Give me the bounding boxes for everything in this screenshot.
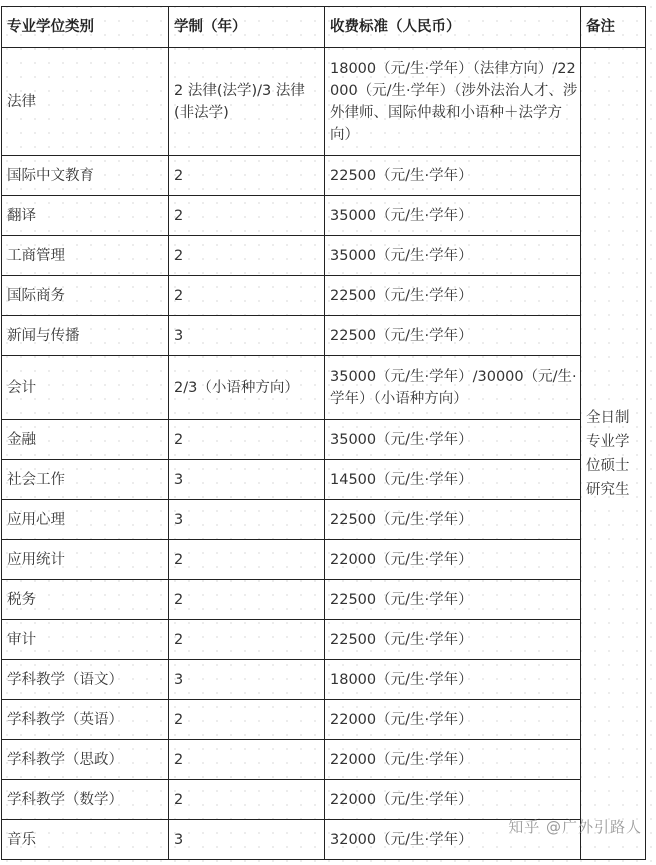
note-cell: 全日制专业学位硕士研究生 bbox=[581, 48, 646, 860]
header-note: 备注 bbox=[581, 7, 646, 48]
cell-duration: 2 bbox=[169, 740, 325, 780]
cell-category: 审计 bbox=[2, 620, 169, 660]
table-row bbox=[2, 500, 646, 540]
cell-category: 学科教学（思政） bbox=[2, 740, 169, 780]
header-fee: 收费标准（人民币） bbox=[325, 7, 581, 48]
cell-fee: 35000（元/生·学年） bbox=[325, 196, 581, 236]
table-row bbox=[2, 660, 646, 700]
table-row bbox=[2, 620, 646, 660]
cell-duration: 2 bbox=[169, 540, 325, 580]
cell-fee: 22000（元/生·学年） bbox=[325, 700, 581, 740]
table-row bbox=[2, 196, 646, 236]
table-row bbox=[2, 460, 646, 500]
cell-fee: 22500（元/生·学年） bbox=[325, 316, 581, 356]
cell-fee: 22000（元/生·学年） bbox=[325, 540, 581, 580]
cell-duration: 3 bbox=[169, 660, 325, 700]
watermark: 知乎 @广外引路人 bbox=[508, 818, 642, 836]
cell-category: 应用心理 bbox=[2, 500, 169, 540]
cell-fee: 22500（元/生·学年） bbox=[325, 276, 581, 316]
cell-fee: 22500（元/生·学年） bbox=[325, 620, 581, 660]
cell-category: 学科教学（语文） bbox=[2, 660, 169, 700]
cell-fee: 22000（元/生·学年） bbox=[325, 740, 581, 780]
cell-category: 社会工作 bbox=[2, 460, 169, 500]
cell-category: 应用统计 bbox=[2, 540, 169, 580]
cell-duration: 2/3（小语种方向） bbox=[169, 356, 325, 420]
fee-table bbox=[1, 6, 646, 860]
table-row bbox=[2, 156, 646, 196]
cell-duration: 2 bbox=[169, 276, 325, 316]
header-duration: 学制（年） bbox=[169, 7, 325, 48]
cell-category: 税务 bbox=[2, 580, 169, 620]
cell-duration: 2 bbox=[169, 780, 325, 820]
table-row bbox=[2, 276, 646, 316]
cell-category: 工商管理 bbox=[2, 236, 169, 276]
cell-duration: 2 bbox=[169, 620, 325, 660]
cell-duration: 3 bbox=[169, 316, 325, 356]
cell-duration: 2 bbox=[169, 196, 325, 236]
cell-fee: 18000（元/生·学年）（法律方向）/22000（元/生·学年）（涉外法治人才、涉外律师、国际仲裁和小语种＋法学方向） bbox=[325, 48, 581, 156]
cell-fee: 35000（元/生·学年） bbox=[325, 420, 581, 460]
table-row bbox=[2, 316, 646, 356]
cell-category: 音乐 bbox=[2, 820, 169, 860]
cell-fee: 22000（元/生·学年） bbox=[325, 780, 581, 820]
table-row bbox=[2, 236, 646, 276]
cell-fee: 22500（元/生·学年） bbox=[325, 500, 581, 540]
table-row bbox=[2, 356, 646, 420]
cell-duration: 2 bbox=[169, 236, 325, 276]
cell-duration: 2 法律(法学)/3 法律(非法学) bbox=[169, 48, 325, 156]
table-row bbox=[2, 700, 646, 740]
table-row bbox=[2, 580, 646, 620]
cell-category: 会计 bbox=[2, 356, 169, 420]
cell-duration: 3 bbox=[169, 460, 325, 500]
cell-duration: 2 bbox=[169, 580, 325, 620]
cell-fee: 32000（元/生·学年） bbox=[325, 820, 581, 860]
cell-category: 学科教学（英语） bbox=[2, 700, 169, 740]
cell-category: 翻译 bbox=[2, 196, 169, 236]
cell-duration: 2 bbox=[169, 700, 325, 740]
table-row bbox=[2, 740, 646, 780]
cell-fee: 14500（元/生·学年） bbox=[325, 460, 581, 500]
cell-fee: 18000（元/生·学年） bbox=[325, 660, 581, 700]
header-category: 专业学位类别 bbox=[2, 7, 169, 48]
cell-category: 国际中文教育 bbox=[2, 156, 169, 196]
table-row bbox=[2, 540, 646, 580]
cell-category: 法律 bbox=[2, 48, 169, 156]
cell-fee: 22500（元/生·学年） bbox=[325, 156, 581, 196]
cell-category: 学科教学（数学） bbox=[2, 780, 169, 820]
table-row bbox=[2, 48, 646, 156]
cell-category: 金融 bbox=[2, 420, 169, 460]
cell-duration: 2 bbox=[169, 420, 325, 460]
header-row bbox=[2, 7, 646, 48]
cell-category: 国际商务 bbox=[2, 276, 169, 316]
cell-fee: 35000（元/生·学年） bbox=[325, 236, 581, 276]
table-row bbox=[2, 420, 646, 460]
cell-duration: 2 bbox=[169, 156, 325, 196]
cell-fee: 22500（元/生·学年） bbox=[325, 580, 581, 620]
cell-duration: 3 bbox=[169, 500, 325, 540]
cell-fee: 35000（元/生·学年）/30000（元/生·学年）（小语种方向） bbox=[325, 356, 581, 420]
cell-category: 新闻与传播 bbox=[2, 316, 169, 356]
cell-duration: 3 bbox=[169, 820, 325, 860]
table-row bbox=[2, 780, 646, 820]
